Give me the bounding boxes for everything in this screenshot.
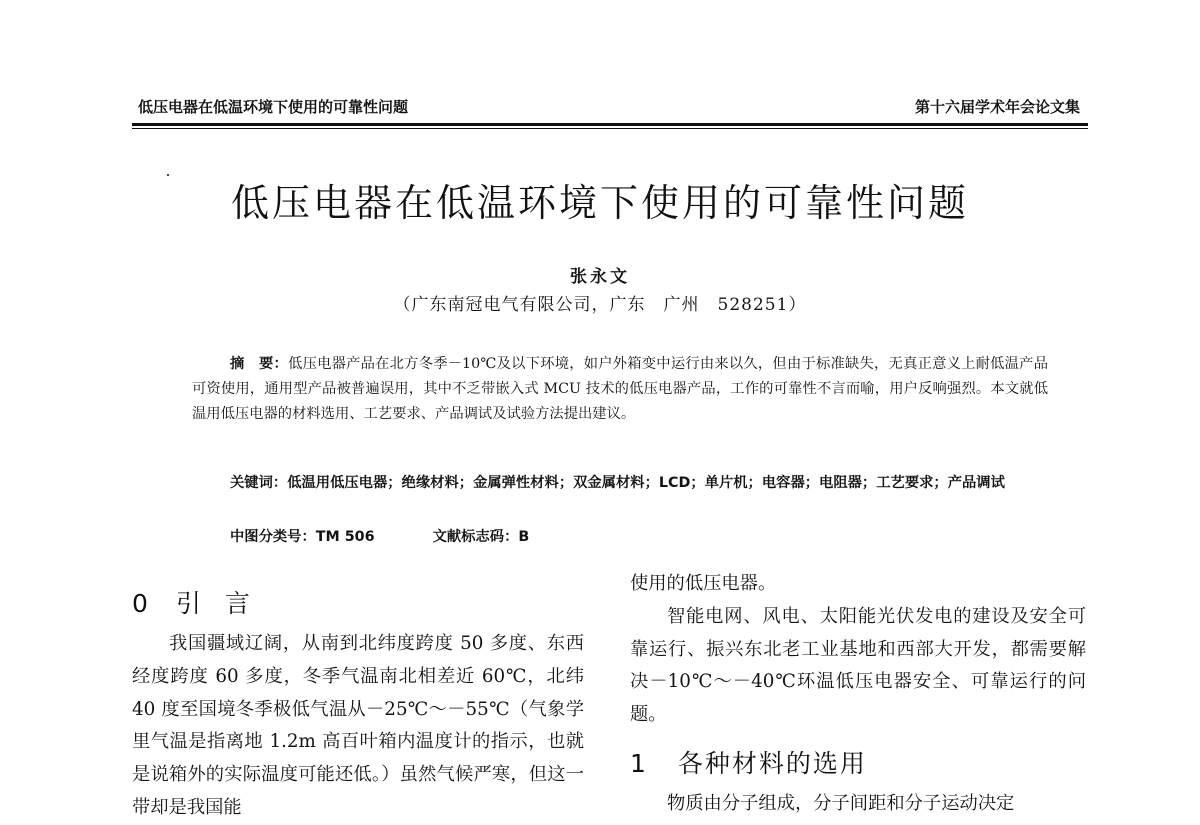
document-code: 文献标志码：B	[432, 529, 530, 545]
section-title: 各种材料的选用	[677, 749, 867, 778]
header-rule-thick	[132, 123, 1088, 126]
materials-paragraph	[630, 788, 1086, 821]
classification-line	[230, 526, 587, 546]
abstract-label: 摘 要：	[230, 356, 289, 372]
paragraph-text: 物质由分子组成，分子间距和分子运动决定	[667, 793, 1015, 814]
paragraph-text: 我国疆域辽阔，从南到北纬度跨度 50 多度、东西经度跨度 60 多度，冬季气温南北相差近 60℃，北纬 40 度至国境冬季极低气温从－25℃～－55℃（气象学里气温是指离地 1.2m 高百叶箱内温度计的指示，也就是说箱外的实际温度可能还低。）虽然气候严寒，但这一带却是我国能	[132, 633, 584, 818]
section-heading-materials	[630, 744, 867, 780]
section-number: 1	[630, 749, 648, 778]
keywords-label: 关键词：	[230, 475, 288, 491]
introduction-paragraph	[132, 628, 584, 825]
author-name: 张永文	[570, 267, 630, 287]
abstract	[192, 352, 1048, 426]
section-heading-introduction	[132, 584, 274, 620]
continuation-line: 使用的低压电器。	[630, 573, 777, 594]
keywords-text: 低温用低压电器；绝缘材料；金属弹性材料；双金属材料；LCD；单片机；电容器；电阻器；工艺要求；产品调试	[287, 475, 1005, 491]
section-title: 引言	[175, 589, 274, 618]
running-head-left: 低压电器在低温环境下使用的可靠性问题	[138, 98, 409, 116]
section-number: 0	[132, 589, 150, 618]
paper-title: 低压电器在低温环境下使用的可靠性问题	[230, 181, 969, 225]
header-rule-thin	[132, 128, 1088, 129]
abstract-text: 低压电器产品在北方冬季－10℃及以下环境，如户外箱变中运行由来以久，但由于标准缺失，无真正意义上耐低温产品可资使用，通用型产品被普遍误用，其中不乏带嵌入式 MCU 技术的低压电器产品，工作的可靠性不言而喻，用户反响强烈。本文就低温用低压电器的材料选用、工艺要求、产品调试及试验方法提出建议。	[192, 356, 1048, 422]
keywords	[192, 470, 1048, 496]
running-head-right: 第十六届学术年会论文集	[914, 98, 1080, 116]
paragraph-text: 智能电网、风电、太阳能光伏发电的建设及安全可靠运行、振兴东北老工业基地和西部大开发，都需要解决－10℃～－40℃环温低压电器安全、可靠运行的问题。	[630, 605, 1086, 726]
right-column-text	[630, 568, 1086, 732]
clc-number: 中图分类号：TM 506	[230, 529, 375, 545]
author-affiliation: （广东南冠电气有限公司，广东 广州 528251）	[393, 295, 807, 315]
